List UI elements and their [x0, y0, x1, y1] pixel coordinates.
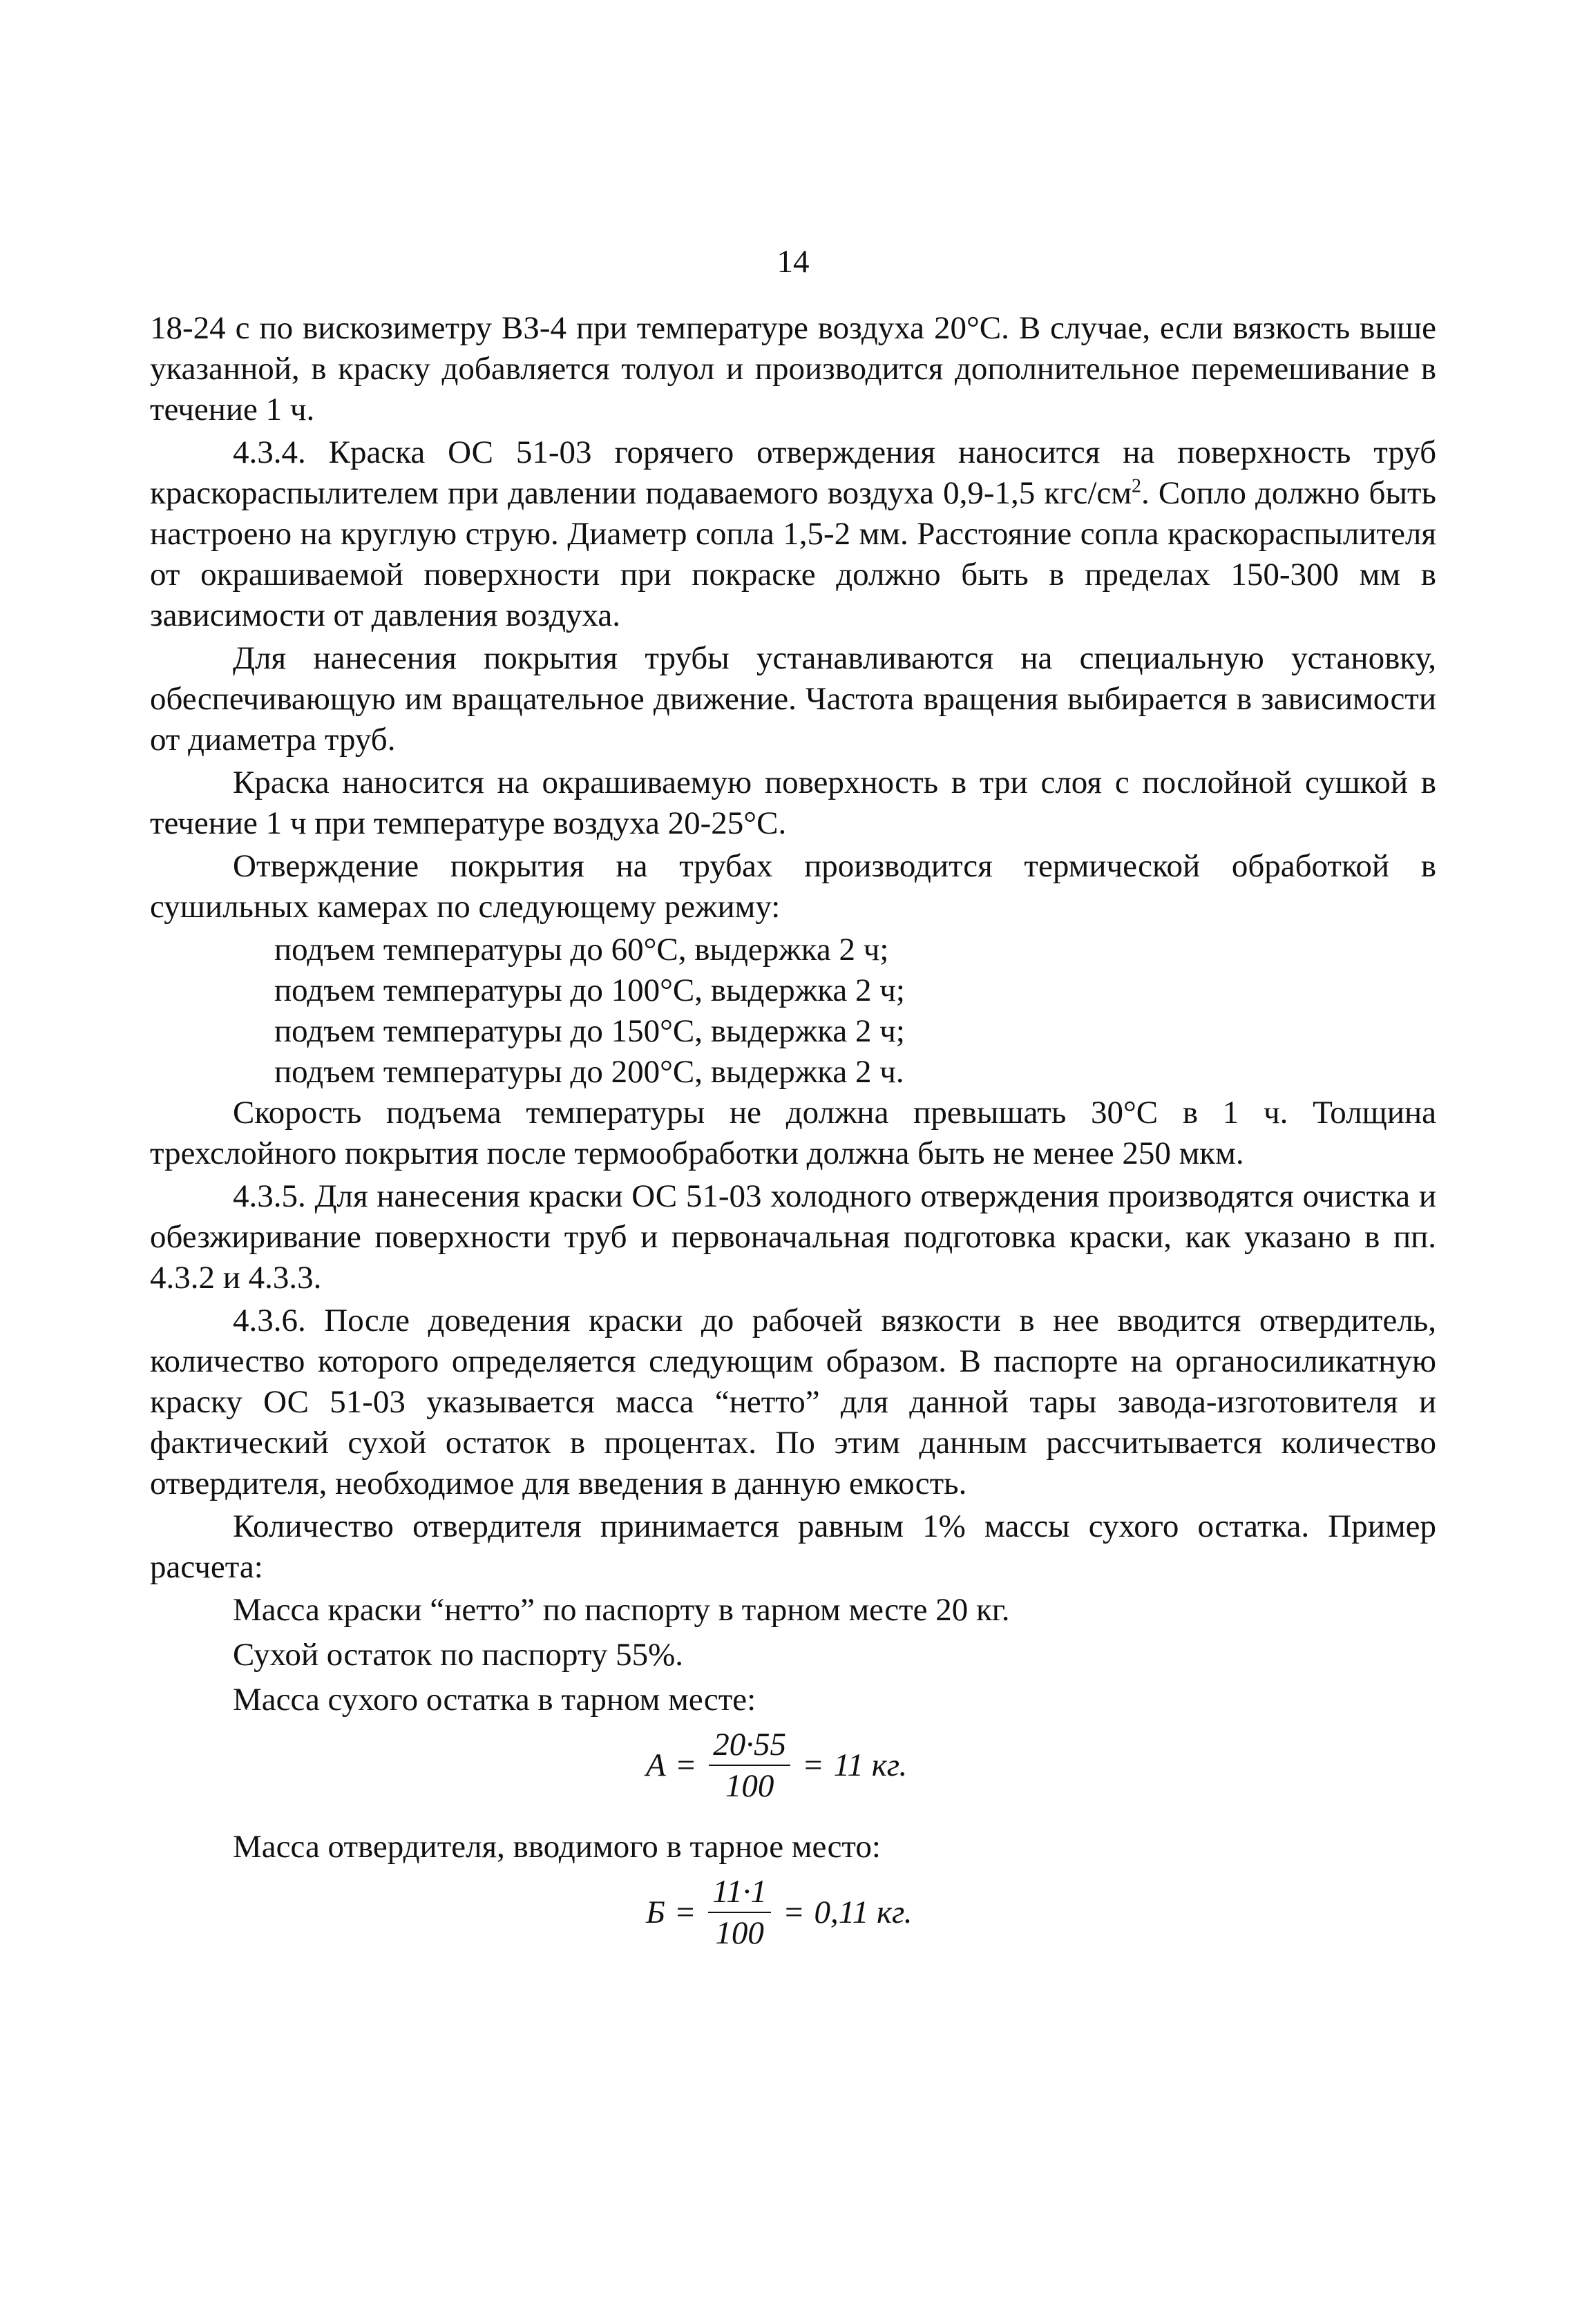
example-hardener-intro: Масса отвердителя, вводимого в тарное место: [233, 1829, 881, 1865]
formula-a-equals-result: = [803, 1747, 823, 1783]
paragraph-layers: Краска наносится на окрашиваемую поверхность в три слоя с послойной сушкой в течение 1 ч при температуре воздуха 20-25°С. [150, 765, 1436, 841]
paragraph-rotation: Для нанесения покрытия трубы устанавливаются на специальную установку, обеспечивающую им вращательное движение. Частота вращения выбирается в зависимости от диаметра труб. [150, 640, 1436, 758]
formula-a-result: 11 кг. [833, 1747, 908, 1783]
formula-a-equals: = [676, 1747, 696, 1783]
page-number: 14 [777, 244, 810, 280]
paragraph-4-3-4 [150, 432, 1436, 636]
formula-b-equals: = [676, 1894, 695, 1930]
formula-a-fraction [709, 1727, 790, 1803]
formula-a-denominator: 100 [725, 1768, 774, 1804]
curing-mode-list [150, 930, 1436, 1093]
paragraph-4-3-4-text-end: . Сопло должно быть настроено на круглую струю. Диаметр сопла 1,5-2 мм. Расстояние сопла краскораспылителя от окрашиваемой поверхности при покраске должно быть в пределах 150-300 мм в зависимости от давления воздуха. [150, 475, 1436, 633]
formula-b-fraction [708, 1874, 771, 1950]
example-dry-mass-intro: Масса сухого остатка в тарном месте: [233, 1682, 756, 1718]
formula-a-numerator: 20·55 [713, 1727, 786, 1763]
paragraph-viscosity: 18-24 с по вискозиметру ВЗ-4 при температуре воздуха 20°С. В случае, если вязкость выше указанной, в краску добавляется толуол и производится дополнительное перемешивание в течение 1 ч. [150, 310, 1436, 428]
paragraph-curing: Отверждение покрытия на трубах производится термической обработкой в сушильных камерах по следующему режиму: [150, 848, 1436, 925]
formula-b-result: 0,11 кг. [814, 1894, 913, 1930]
paragraph-4-3-6: 4.3.6. После доведения краски до рабочей вязкости в нее вводится отвердитель, количество которого определяется следующим образом. В паспорте на органосиликатную краску ОС 51-03 указывается масса “нетто” для данной тары завода-изготовителя и фактический сухой остаток в процентах. По этим данным рассчитывается количество отвердителя, необходимое для введения в данную емкость. [150, 1303, 1436, 1501]
paragraph-4-3-5: 4.3.5. Для нанесения краски ОС 51-03 холодного отверждения производятся очистка и обезжиривание поверхности труб и первоначальная подготовка краски, как указано в пп. 4.3.2 и 4.3.3. [150, 1178, 1436, 1296]
formula-dry-mass [150, 1727, 1436, 1803]
paragraph-hardener-amount: Количество отвердителя принимается равным 1% массы сухого остатка. Пример расчета: [150, 1508, 1436, 1585]
example-dry-residue: Сухой остаток по паспорту 55%. [233, 1637, 683, 1673]
superscript-squared: 2 [1132, 475, 1142, 497]
formula-b-lhs: Б [646, 1894, 665, 1930]
document-body [150, 308, 1436, 1974]
curing-mode-step: подъем температуры до 100°С, выдержка 2 ч; [274, 972, 905, 1008]
example-net-mass: Масса краски “нетто” по паспорту в тарном месте 20 кг. [233, 1592, 1010, 1628]
curing-mode-step: подъем температуры до 60°С, выдержка 2 ч; [274, 932, 889, 968]
formula-b-denominator: 100 [715, 1915, 764, 1951]
formula-b-equals-result: = [785, 1894, 803, 1930]
paragraph-4-3-4-text-start: 4.3.4. Краска ОС 51-03 горячего отверждения наносится на поверхность труб краскораспылителем при давлении подаваемого воздуха 0,9-1,5 кгс/см [150, 434, 1436, 511]
curing-mode-step: подъем температуры до 200°С, выдержка 2 ч. [274, 1054, 904, 1090]
formula-a-lhs: А [646, 1747, 666, 1783]
curing-mode-step: подъем температуры до 150°С, выдержка 2 ч; [274, 1013, 905, 1049]
formula-hardener-mass [150, 1874, 1436, 1950]
formula-b-numerator: 11·1 [712, 1874, 768, 1910]
paragraph-heating-rate: Скорость подъема температуры не должна превышать 30°С в 1 ч. Толщина трехслойного покрытия после термообработки должна быть не менее 250 мкм. [150, 1095, 1436, 1171]
